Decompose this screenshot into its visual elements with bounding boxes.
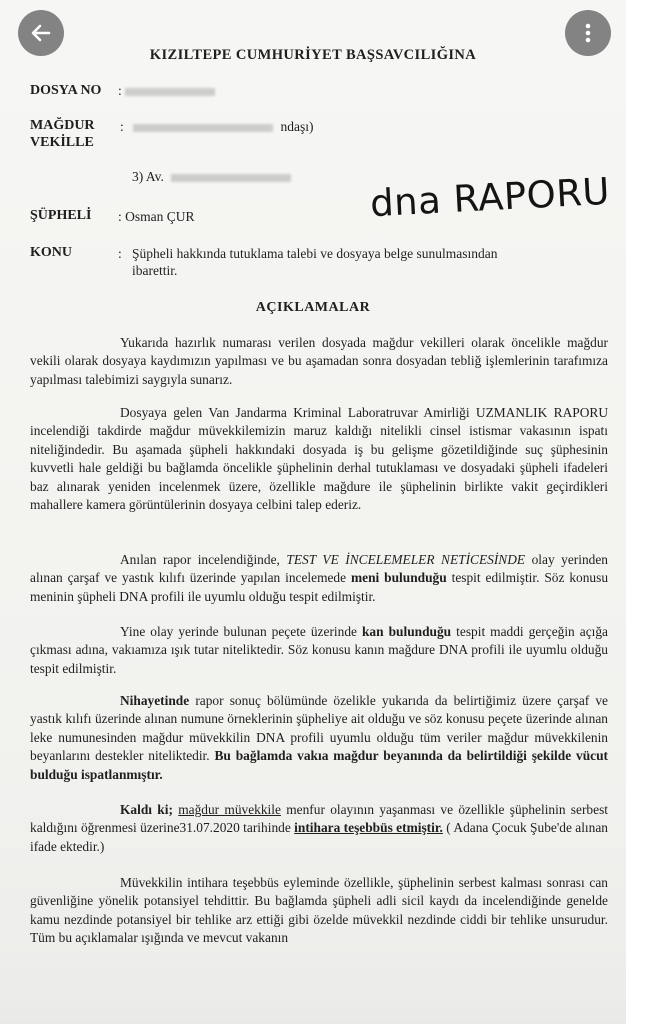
bold-underlined-phrase: intihara teşebbüs etmiştir.	[294, 820, 443, 836]
konu-label: KONU	[30, 245, 72, 260]
redaction	[171, 174, 291, 182]
redaction	[125, 88, 215, 96]
back-button[interactable]	[18, 10, 64, 56]
redaction	[133, 124, 273, 132]
supheli-label: ŞÜPHELİ	[30, 208, 92, 223]
bold-phrase: Kaldı ki;	[120, 802, 173, 817]
italic-phrase: TEST VE İNCELEMELER NETİCESİNDE	[286, 552, 526, 567]
handwritten-stamp: dna RAPORU	[369, 169, 612, 226]
bold-phrase: meni bulunduğu	[350, 570, 447, 586]
paragraph-3: Anılan rapor incelendiğinde, TEST VE İNCELEMELER NETİCESİNDE olay yerinden alınan çarşaf ve yastık kılıfı üzerinde yapılan incelemede meni bulunduğu tespit edilmiştir. Söz konusu meninin şüpheli DNA profili ile uyumlu olduğu tespit edilmiştir.	[30, 552, 609, 604]
bold-phrase: kan bulunduğu	[361, 624, 452, 639]
paragraph-4: Yine olay yerinde bulunan peçete üzerinde kan bulunduğu tespit maddi gerçeğin açığa çıkması adına, vakıamıza ışık tutar niteliktedir. Söz konusu kanın mağdure DNA profili ile uyumlu olduğu tespit edilmiştir.	[30, 624, 608, 676]
supheli-value: : Osman ÇUR	[118, 209, 195, 224]
more-vertical-icon	[576, 21, 600, 45]
bold-phrase: Bu bağlamda vakıa mağdur beyanında da belirtildiği şekilde vücut bulduğu ispatlanmıştır.	[30, 748, 608, 782]
paragraph-7: Müvekkilin intihara teşebbüs eyleminde özellikle, şüphelinin serbest kalması sonrası can güvenliğine yönelik potansiyel tehdittir. Bu bağlamda şüpheli adli sicil kaydı da incelendiğinde genelde kamu nezdinde potansiyel bir tehlike arz ettiği gibi özelde müvekkil nezdinde ciddi bir tehlike unsurudur. Tüm bu açıklamalar ışığında ve mevcut vakanın	[30, 875, 608, 946]
underlined-phrase: mağdur müvekkile	[178, 802, 281, 817]
paragraph-2: Dosyaya gelen Van Jandarma Kriminal Laboratruvar Amirliği UZMANLIK RAPORU incelendiği takdirde mağdur müvekkilemizin maruz kaldığı nitelikli cinsel istismar vakasının ispatı niteliğindedir. Bu aşamada şüpheli hakkındaki dosyada iş bu gelişme gözetildiğinde suç şüphesinin kuvvetli hale geldiği bu bağlamda öncelikle şüphelinin derhal tutuklaması ve dosyadaki şüpheli ifadeleri baz alınarak yeniden incelenmek üzere, özellikle mağdure ile şüphelinin birlikte vakit geçirdikleri mahallere kamera görüntülerinin dosyaya celbini talep ederiz.	[30, 405, 608, 513]
bottom-fade	[0, 952, 626, 1024]
magdur-label: MAĞDUR	[30, 118, 95, 133]
konu-colon: :	[118, 246, 122, 261]
document-title: KIZILTEPE CUMHURİYET BAŞSAVCILIĞINA	[149, 47, 477, 63]
magdur-value: : ndaşı)	[120, 119, 314, 134]
paragraph-1: Yukarıda hazırlık numarası verilen dosyada mağdur vekilleri olarak öncelikle mağdur vekili olarak dosyaya kaydımızın yapılması ve bu aşamadan sonra dosyadan tebliğ işlemlerinin tarafımıza yapılması talebimizi saygıyla sunarız.	[30, 335, 608, 387]
paragraph-5: Nihayetinde rapor sonuç bölümünde özelikle yukarıda da belirtiğimiz üzere çarşaf ve yastık kılıfı üzerinde alınan numune örneklerinin şüpheliye ait olduğu ve söz konusu peçete üzerinde alınan leke numunesinden mağdur müvekkilin DNA profili uyumlu olduğu tüm veriler mağdur müvekkilenin beyanlarını destekler niteliktedir. Bu bağlamda vakıa mağdur beyanında da belirtildiği şekilde vücut bulduğu ispatlanmıştır.	[30, 693, 608, 782]
konu-value: Şüpheli hakkında tutuklama talebi ve dosyaya belge sunulmasından ibarettir.	[132, 246, 498, 278]
dosya-no-value: :	[118, 82, 215, 99]
section-heading: AÇIKLAMALAR	[255, 300, 371, 315]
dosya-no-label: DOSYA NO	[30, 83, 102, 98]
paragraph-6: Kaldı ki; mağdur müvekkile menfur olayının yaşanması ve özellikle şüphelinin serbest kaldığını öğrenmesi üzerine31.07.2020 tarihinde intihara teşebbüs etmiştir. ( Adana Çocuk Şube'de alınan ifade ektedir.)	[30, 802, 608, 854]
bold-phrase: Nihayetinde	[120, 693, 190, 708]
arrow-left-icon	[29, 21, 53, 45]
vekilleri-label: VEKİLLE	[30, 135, 94, 150]
vekil-3-value: 3) Av.	[132, 168, 291, 185]
more-options-button[interactable]	[565, 10, 611, 56]
